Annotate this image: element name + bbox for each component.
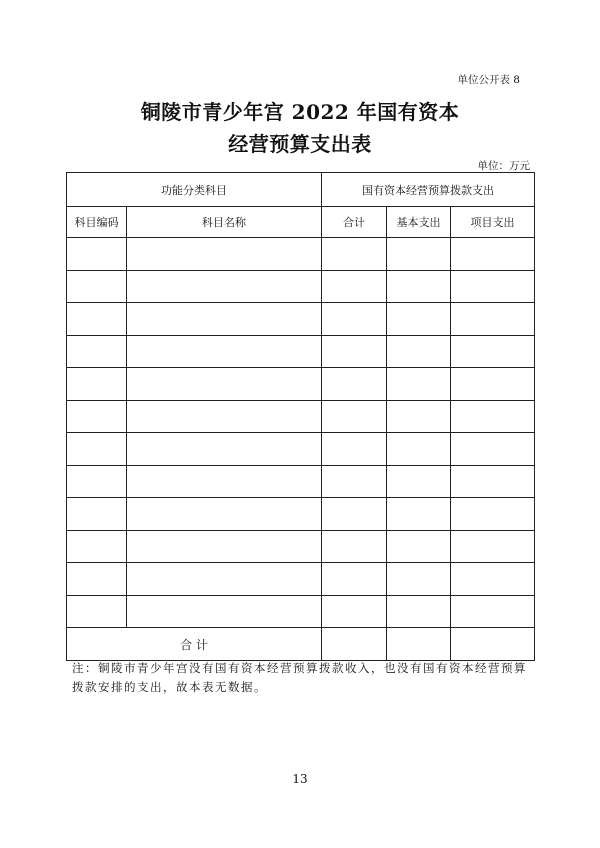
budget-table [66,172,535,661]
basic-expenditure-cell [387,530,451,563]
project-expenditure-cell [451,238,535,271]
header-project-expenditure: 项目支出 [451,207,535,238]
subject-code-cell [67,563,127,596]
table-row [67,563,535,596]
total-cell [322,335,387,368]
page-label: 单位公开表 8 [457,74,520,86]
subject-name-cell [127,368,322,401]
table-row [67,498,535,531]
subject-code-cell [67,270,127,303]
project-expenditure-cell [451,368,535,401]
total-cell [322,270,387,303]
subject-name-cell [127,400,322,433]
total-cell [322,303,387,336]
subject-name-cell [127,530,322,563]
basic-expenditure-cell [387,465,451,498]
total-row [67,628,535,661]
total-cell [322,465,387,498]
page-number: 13 [292,772,308,786]
subject-code-cell [67,238,127,271]
basic-expenditure-cell [387,238,451,271]
project-expenditure-cell [451,400,535,433]
project-expenditure-cell [451,335,535,368]
subject-code-cell [67,303,127,336]
table-row [67,335,535,368]
table-row [67,530,535,563]
basic-expenditure-cell [387,563,451,596]
total-sum-cell [322,628,387,661]
table-row [67,400,535,433]
project-expenditure-cell [451,270,535,303]
table-row [67,465,535,498]
header-state-capital-expenditure: 国有资本经营预算拨款支出 [322,173,535,207]
document-title-line2: 经营预算支出表 [228,132,372,156]
total-cell [322,368,387,401]
subject-code-cell [67,368,127,401]
table-row [67,433,535,466]
table-group-header-row [67,173,535,207]
basic-expenditure-cell [387,335,451,368]
basic-expenditure-cell [387,433,451,466]
subject-name-cell [127,433,322,466]
subject-name-cell [127,498,322,531]
table-row [67,368,535,401]
subject-code-cell [67,465,127,498]
subject-name-cell [127,465,322,498]
basic-expenditure-cell [387,368,451,401]
project-expenditure-cell [451,498,535,531]
subject-code-cell [67,530,127,563]
project-expenditure-cell [451,563,535,596]
subject-name-cell [127,335,322,368]
table-row [67,303,535,336]
basic-expenditure-cell [387,400,451,433]
subject-code-cell [67,433,127,466]
table-column-header-row [67,207,535,238]
total-project-cell [451,628,535,661]
basic-expenditure-cell [387,498,451,531]
total-cell [322,530,387,563]
project-expenditure-cell [451,303,535,336]
total-cell [322,563,387,596]
header-total: 合计 [322,207,387,238]
header-functional-classification: 功能分类科目 [67,173,322,207]
basic-expenditure-cell [387,595,451,628]
total-basic-cell [387,628,451,661]
subject-code-cell [67,335,127,368]
total-label: 合 计 [67,628,322,661]
table-row [67,270,535,303]
project-expenditure-cell [451,433,535,466]
subject-code-cell [67,498,127,531]
table-row [67,238,535,271]
footnote: 注：铜陵市青少年宫没有国有资本经营预算拨款收入，也没有国有资本经营预算拨款安排的支出，故本表无数据。 [72,661,527,694]
unit-label: 单位：万元 [477,160,530,172]
total-cell [322,595,387,628]
basic-expenditure-cell [387,303,451,336]
header-subject-code: 科目编码 [67,207,127,238]
subject-code-cell [67,400,127,433]
subject-name-cell [127,563,322,596]
total-cell [322,498,387,531]
header-subject-name: 科目名称 [127,207,322,238]
document-title-line1: 铜陵市青少年宫 2022 年国有资本 [140,100,460,124]
table-body [67,238,535,628]
subject-name-cell [127,303,322,336]
table-row [67,595,535,628]
header-basic-expenditure: 基本支出 [387,207,451,238]
total-cell [322,238,387,271]
subject-name-cell [127,270,322,303]
subject-code-cell [67,595,127,628]
project-expenditure-cell [451,465,535,498]
total-cell [322,400,387,433]
project-expenditure-cell [451,595,535,628]
subject-name-cell [127,238,322,271]
project-expenditure-cell [451,530,535,563]
basic-expenditure-cell [387,270,451,303]
subject-name-cell [127,595,322,628]
total-cell [322,433,387,466]
